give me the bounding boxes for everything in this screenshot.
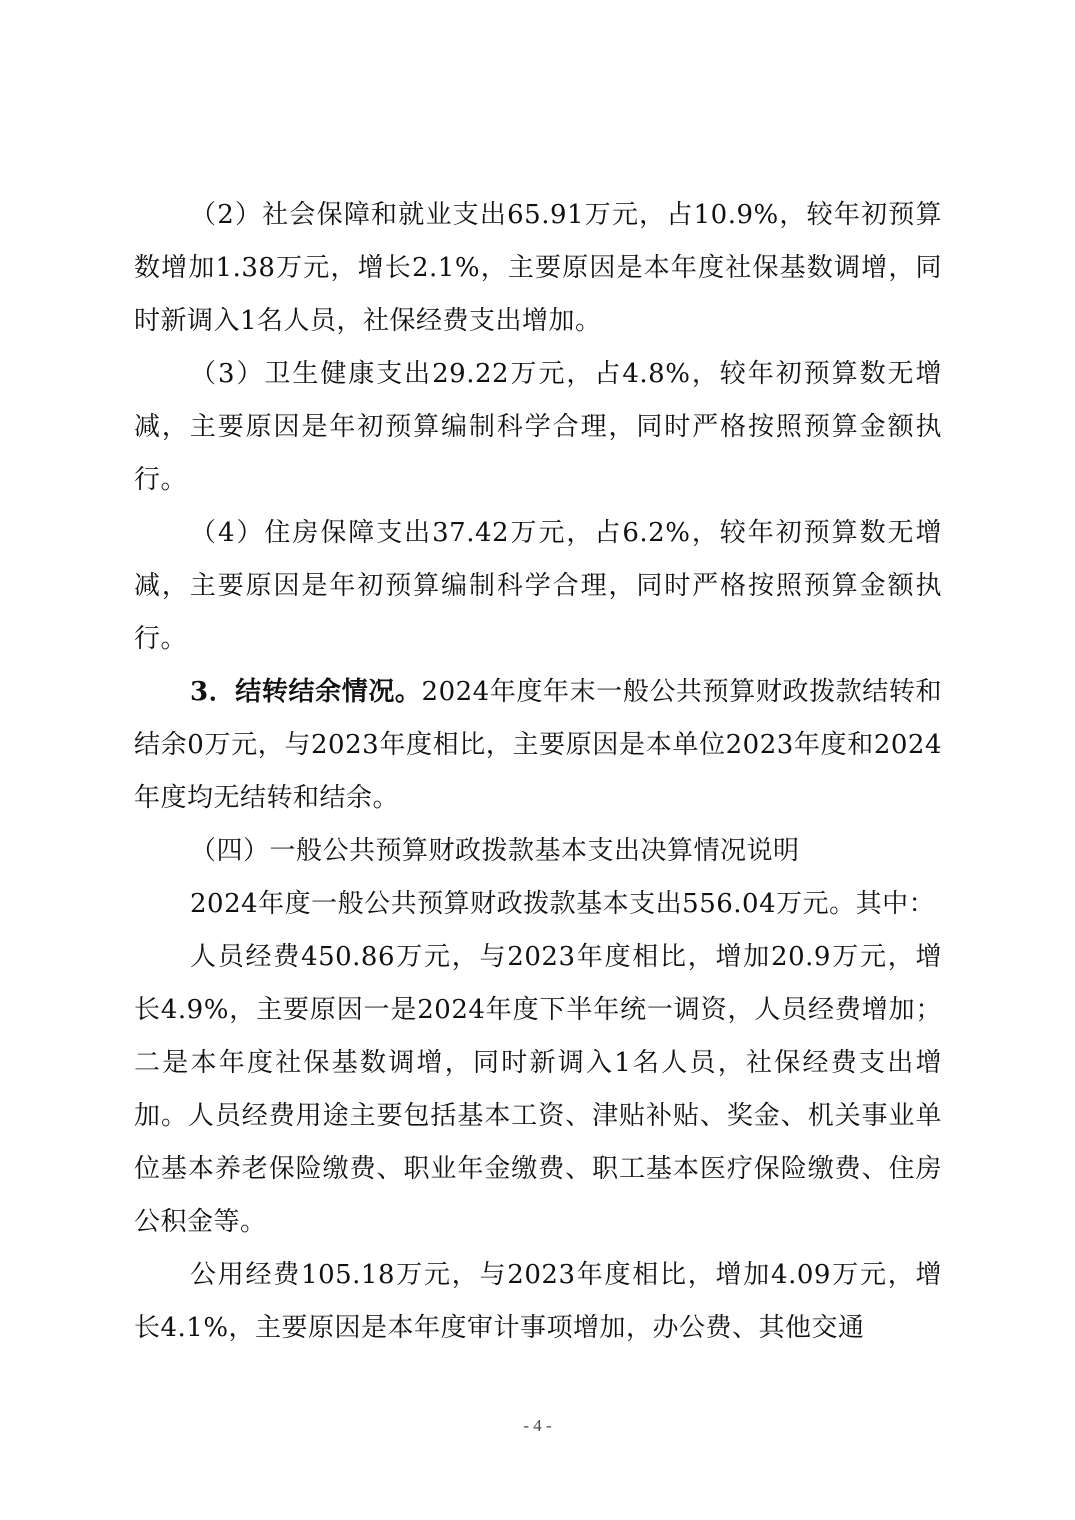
page-number: - 4 - bbox=[523, 1416, 552, 1435]
paragraph-social-security bbox=[134, 189, 942, 348]
paragraph-text: 2024年度一般公共预算财政拨款基本支出556.04万元。其中： bbox=[190, 889, 936, 919]
document-body bbox=[134, 189, 942, 1355]
paragraph-text: （2）社会保障和就业支出65.91万元，占10.9%，较年初预算数增加1.38万元，增长2.1%，主要原因是本年度社保基数调增，同时新调入1名人员，社保经费支出增加。 bbox=[134, 200, 942, 336]
paragraph-text: （3）卫生健康支出29.22万元，占4.8%，较年初预算数无增减，主要原因是年初预算编制科学合理，同时严格按照预算金额执行。 bbox=[134, 359, 942, 495]
section-heading: 3．结转结余情况。 bbox=[190, 677, 422, 707]
section-title bbox=[134, 825, 942, 878]
paragraph-text: 2024年度年末一般公共预算财政拨款结转和结余0万元，与2023年度相比，主要原因是本单位2023年度和2024年度均无结转和结余。 bbox=[134, 677, 943, 813]
paragraph-basic-expenditure bbox=[134, 878, 942, 931]
section-title-text: （四）一般公共预算财政拨款基本支出决算情况说明 bbox=[190, 836, 800, 866]
paragraph-personnel-expenses bbox=[134, 931, 942, 1249]
paragraph-health bbox=[134, 348, 942, 507]
paragraph-text: 公用经费105.18万元，与2023年度相比，增加4.09万元，增长4.1%，主要原因是本年度审计事项增加，办公费、其他交通 bbox=[134, 1260, 942, 1343]
paragraph-text: 人员经费450.86万元，与2023年度相比，增加20.9万元，增长4.9%，主要原因一是2024年度下半年统一调资，人员经费增加；二是本年度社保基数调增，同时新调入1名人员，社保经费支出增加。人员经费用途主要包括基本工资、津贴补贴、奖金、机关事业单位基本养老保险缴费、职业年金缴费、职工基本医疗保险缴费、住房公积金等。 bbox=[134, 942, 942, 1237]
paragraph-housing bbox=[134, 507, 942, 666]
paragraph-public-expenses bbox=[134, 1249, 942, 1355]
paragraph-carryover bbox=[134, 666, 942, 825]
paragraph-text: （4）住房保障支出37.42万元，占6.2%，较年初预算数无增减，主要原因是年初预算编制科学合理，同时严格按照预算金额执行。 bbox=[134, 518, 942, 654]
